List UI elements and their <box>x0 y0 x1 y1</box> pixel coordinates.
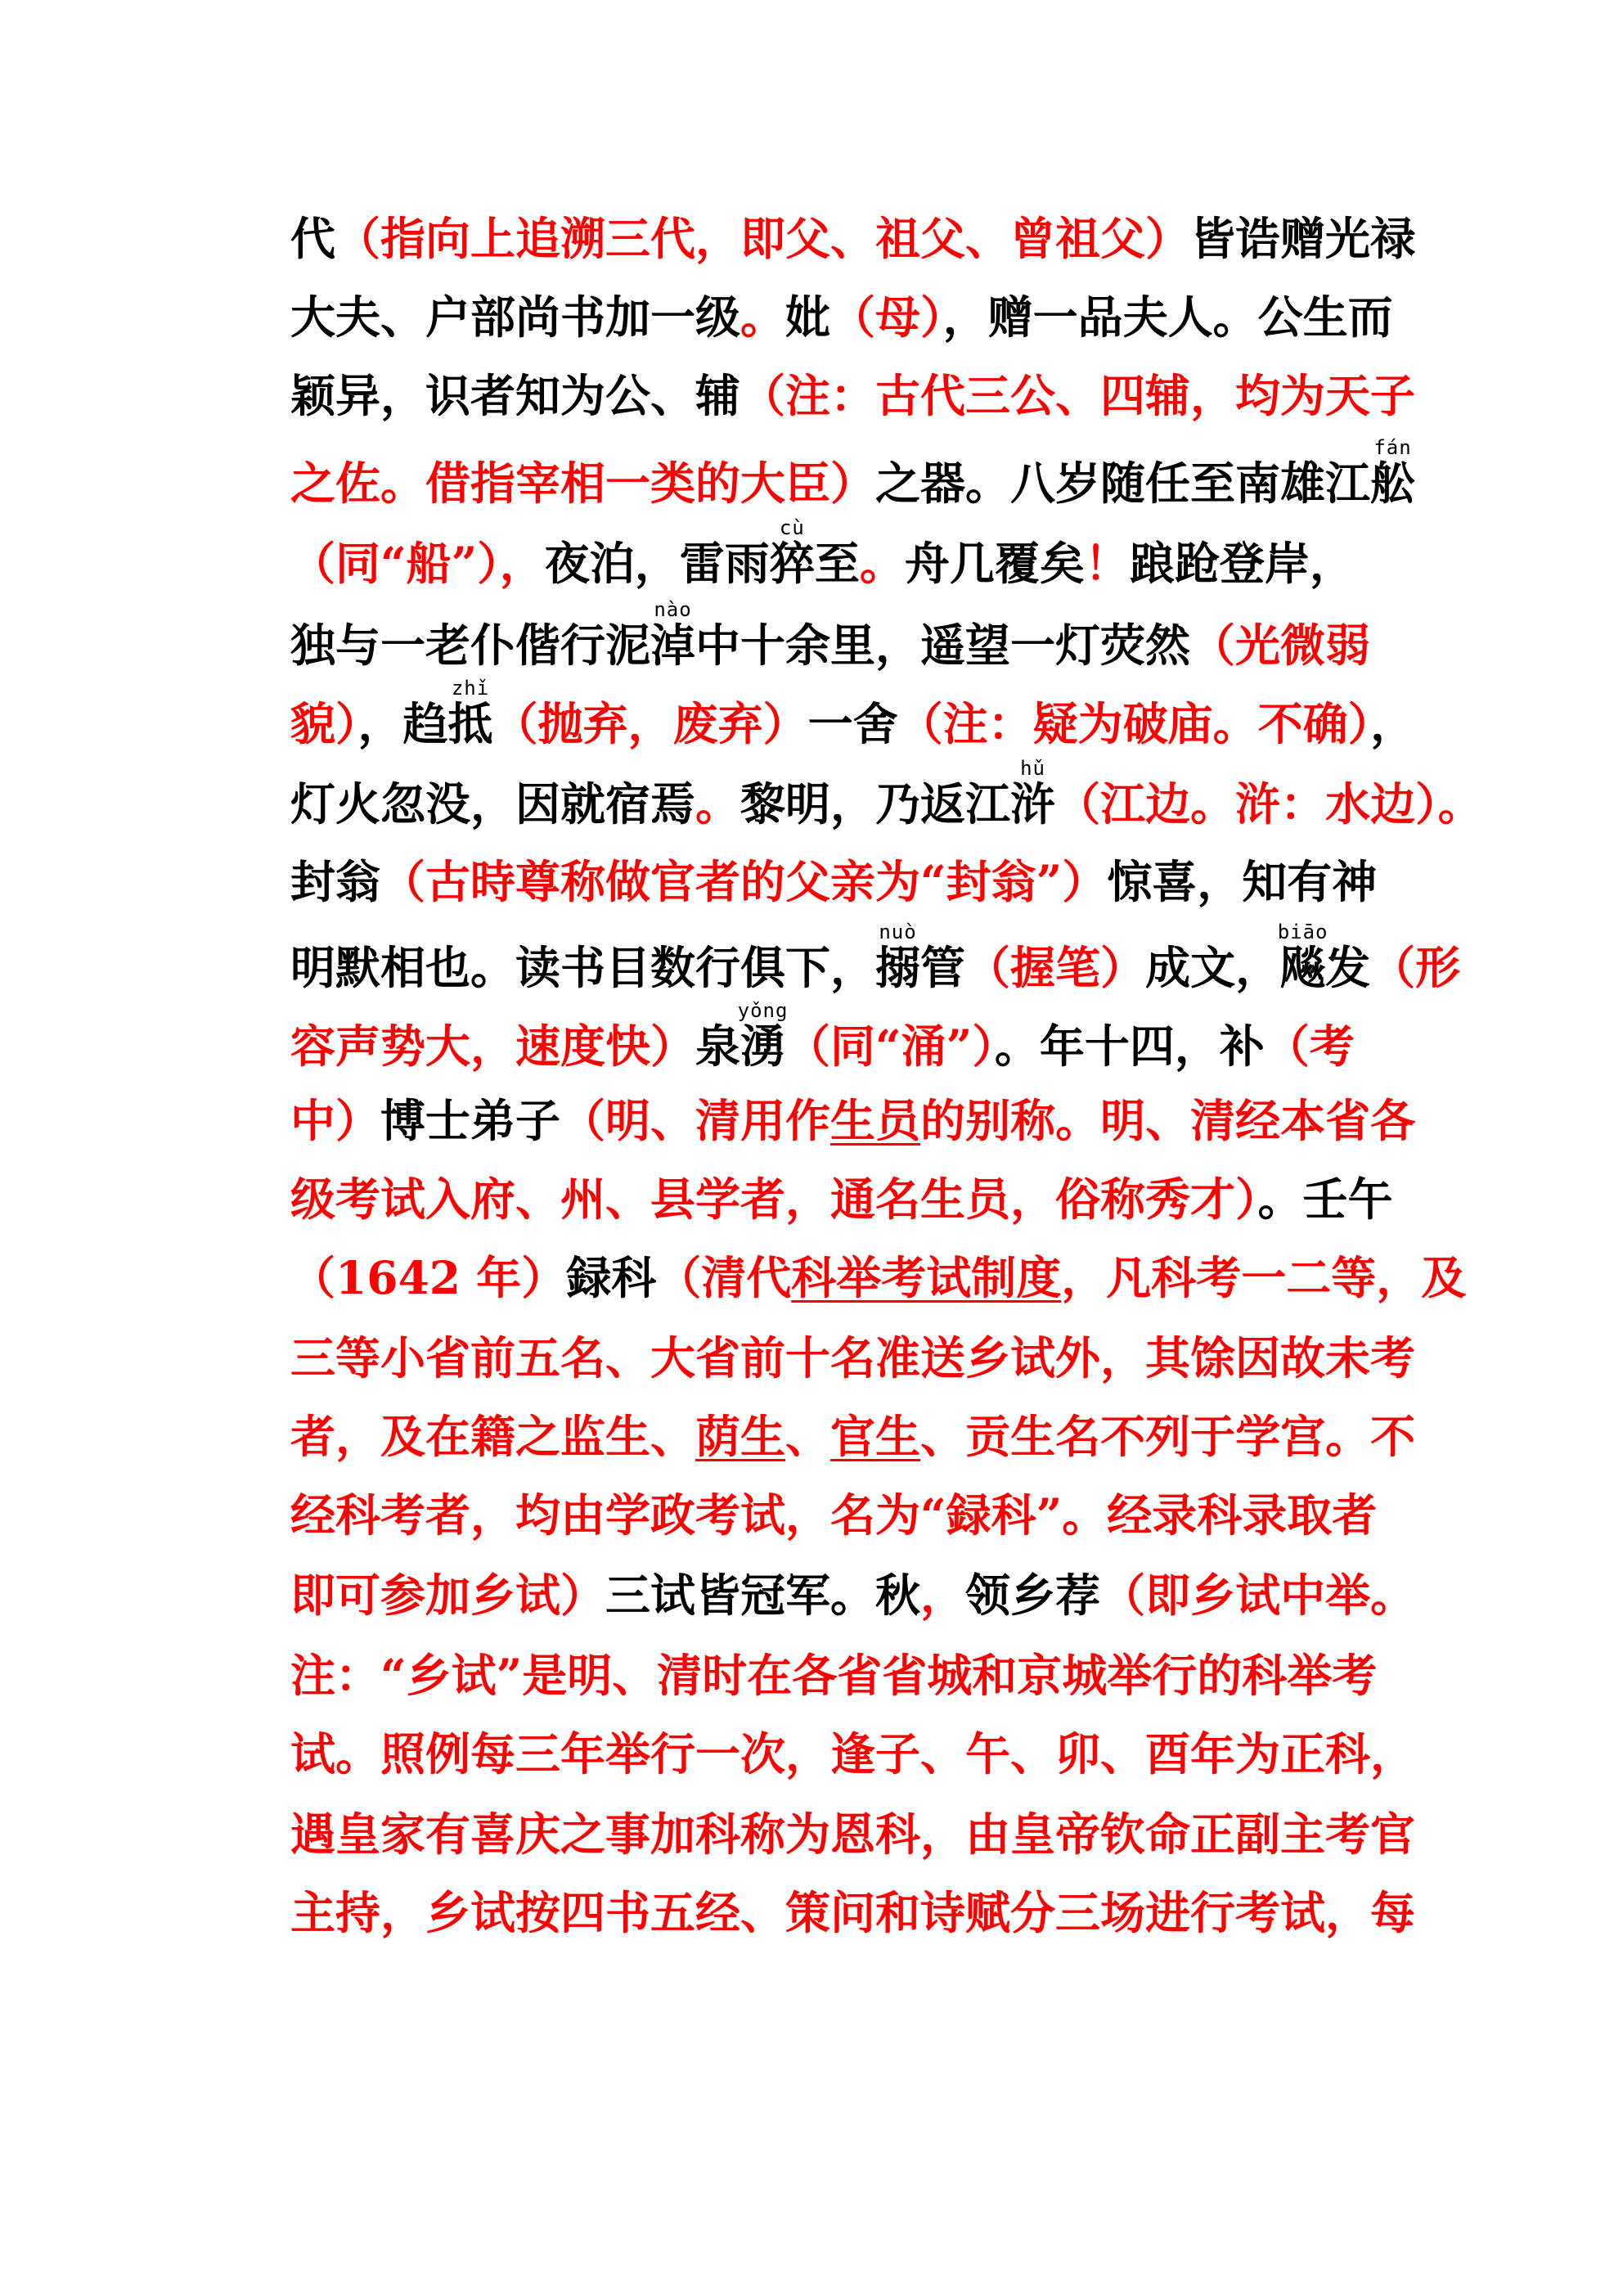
text-line <box>290 278 1393 357</box>
annotation-text: （古時尊称做官者的父亲为“封翁”） <box>380 855 1108 908</box>
annotated-character <box>447 677 493 750</box>
annotation-text: ！ <box>1084 537 1130 590</box>
text-line <box>290 1319 1416 1398</box>
body-text: 管 <box>920 941 966 994</box>
annotation-text: 试。照例每三年举行一次，逢子、午、卯、酉年为正科， <box>290 1727 1416 1781</box>
annotation-text: 貌） <box>290 697 358 750</box>
annotated-character-base: 猝 <box>769 537 815 590</box>
annotation-text: 。 <box>859 537 905 590</box>
body-text: 独与一老仆偕行泥 <box>290 619 651 672</box>
annotation-text: 注：“乡试”是明、清时在各省省城和京城举行的科举考 <box>290 1649 1378 1702</box>
body-text: 夜泊，雷雨 <box>544 537 770 590</box>
text-line <box>290 999 1387 1080</box>
annotated-character <box>875 921 921 994</box>
body-text: 成文， <box>1145 941 1281 994</box>
body-text: 博士弟子 <box>380 1094 561 1147</box>
text-line <box>290 1082 1416 1160</box>
body-text: 之器。八岁随任至南雄江 <box>875 457 1371 510</box>
text-line <box>290 1556 1416 1635</box>
text-line <box>290 1239 1467 1317</box>
body-text: 妣 <box>785 290 831 344</box>
text-line <box>290 516 1387 597</box>
body-text: 録科 <box>566 1251 657 1304</box>
annotation-text: 。 <box>740 290 786 344</box>
text-line <box>290 757 1483 838</box>
annotation-text: （注：疑为破庙。不确） <box>897 697 1371 750</box>
annotation-text: 的别称。明、清经本省各 <box>920 1094 1416 1147</box>
annotated-character-base: 飚 <box>1277 941 1329 994</box>
pinyin-annotation: yǒng <box>737 999 789 1022</box>
pinyin-annotation: nuò <box>875 921 921 943</box>
annotation-text: （江边。浒：水边）。 <box>1055 777 1483 831</box>
annotation-text: ， <box>920 1569 966 1622</box>
body-text: 大夫、户部尚书加一级 <box>290 290 741 344</box>
text-line <box>290 843 1387 921</box>
annotation-text: 、 <box>785 1410 831 1463</box>
annotation-text: 容声势大，速度快） <box>290 1020 696 1073</box>
annotation-text: ，凡科考一二等，及 <box>1061 1251 1467 1304</box>
annotated-character-base: 舩 <box>1370 457 1416 510</box>
annotation-text: 生员 <box>830 1094 921 1147</box>
body-text: 皆诰赠光禄 <box>1190 212 1416 265</box>
text-line <box>290 598 1387 679</box>
text-line <box>290 1874 1416 1952</box>
body-text: 舟几覆矣 <box>904 537 1085 590</box>
annotated-character-base: 淖 <box>650 619 696 672</box>
body-text: 发 <box>1325 941 1371 994</box>
annotation-text: （母） <box>830 290 943 344</box>
annotation-text: （握笔） <box>965 941 1146 994</box>
body-text: 颖异，识者知为公、辅 <box>290 369 741 422</box>
annotation-text: （同“船”）， <box>290 537 545 590</box>
annotation-text: 科举考试制度 <box>791 1251 1062 1304</box>
pinyin-annotation: fán <box>1370 436 1416 459</box>
pinyin-annotation: hǔ <box>1010 757 1056 780</box>
annotation-text: 中） <box>290 1094 381 1147</box>
annotated-character <box>1277 921 1329 994</box>
text-line <box>290 1398 1416 1476</box>
pinyin-annotation: biāo <box>1277 921 1329 943</box>
annotation-text: 即可参加乡试） <box>290 1569 606 1622</box>
annotated-character <box>1370 436 1416 510</box>
annotation-text: （形 <box>1370 941 1461 994</box>
body-text: 明默相也。读书目数行俱下， <box>290 941 876 994</box>
body-text: 灯火忽没，因就宿焉 <box>290 777 696 831</box>
annotated-character <box>1010 757 1056 831</box>
pinyin-annotation: cù <box>769 516 815 539</box>
body-text: 领乡荐 <box>965 1569 1101 1622</box>
text-line <box>290 1636 1387 1715</box>
body-text: 封翁 <box>290 855 381 908</box>
annotation-text: （同“涌”） <box>785 1020 995 1073</box>
annotation-text: （指向上追溯三代，即父、祖父、曾祖父） <box>335 212 1191 265</box>
body-text: 泉 <box>695 1020 741 1073</box>
annotation-text: 级考试入府、州、县学者，通名生员，俗称秀才） <box>290 1173 1258 1226</box>
annotation-text: 荫生 <box>695 1410 786 1463</box>
body-text: 至 <box>814 537 860 590</box>
body-text: 踉跄登岸， <box>1129 537 1355 590</box>
annotation-text: （明、清用作 <box>560 1094 831 1147</box>
annotated-character <box>769 516 815 590</box>
body-text: 一舍 <box>807 697 898 750</box>
annotated-character <box>650 598 696 672</box>
text-line <box>290 200 1416 278</box>
text-line <box>290 357 1416 435</box>
body-text: 。年十四，补 <box>994 1020 1265 1073</box>
annotation-text: （清代 <box>656 1251 792 1304</box>
annotation-text: （光微弱 <box>1190 619 1371 672</box>
text-line <box>290 677 1416 758</box>
body-text: ，赠一品夫人。公生而 <box>942 290 1393 344</box>
pinyin-annotation: zhǐ <box>447 677 493 700</box>
body-text: 代 <box>290 212 336 265</box>
text-line <box>290 921 1461 1002</box>
annotation-text: （注：古代三公、四辅，均为天子 <box>740 369 1416 422</box>
body-text: 。壬午 <box>1257 1173 1393 1226</box>
annotation-text: 者，及在籍之监生、 <box>290 1410 696 1463</box>
pinyin-annotation: nào <box>650 598 696 621</box>
annotation-text: 官生 <box>830 1410 921 1463</box>
annotation-text: 之佐。借指宰相一类的大臣） <box>290 457 876 510</box>
body-text: 黎明，乃返江 <box>740 777 1011 831</box>
body-text: 三试皆冠军。秋 <box>605 1569 921 1622</box>
annotated-character-base: 抵 <box>447 697 493 750</box>
annotation-text: （即乡试中举。 <box>1100 1569 1416 1622</box>
annotation-text: （1642 年） <box>290 1251 567 1304</box>
annotation-text: 主持，乡试按四书五经、策问和诗赋分三场进行考试，每 <box>290 1886 1416 1939</box>
text-line <box>290 1795 1416 1874</box>
text-line <box>290 436 1416 517</box>
body-text: 惊喜，知有神 <box>1107 855 1378 908</box>
annotation-text: 经科考者，均由学政考试，名为“録科”。经录科录取者 <box>290 1488 1378 1542</box>
body-text: 中十余里，遥望一灯荧然 <box>695 619 1191 672</box>
body-text: ，趋 <box>357 697 448 750</box>
annotated-character <box>737 999 789 1073</box>
body-text: ， <box>1370 697 1416 750</box>
annotation-text: 。 <box>695 777 741 831</box>
annotation-text: 三等小省前五名、大省前十名准送乡试外，其馀因故未考 <box>290 1331 1416 1384</box>
annotated-character-base: 搦 <box>875 941 921 994</box>
text-line <box>290 1715 1416 1794</box>
text-line <box>290 1476 1387 1555</box>
annotation-text: 遇皇家有喜庆之事加科称为恩科，由皇帝钦命正副主考官 <box>290 1808 1416 1861</box>
annotation-text: （考 <box>1264 1020 1355 1073</box>
annotation-text: 、贡生名不列于学宫。不 <box>920 1410 1416 1463</box>
annotated-character-base: 湧 <box>737 1020 789 1073</box>
annotated-character-base: 浒 <box>1010 777 1056 831</box>
annotation-text: （抛弃，废弃） <box>492 697 808 750</box>
text-line <box>290 1160 1393 1239</box>
